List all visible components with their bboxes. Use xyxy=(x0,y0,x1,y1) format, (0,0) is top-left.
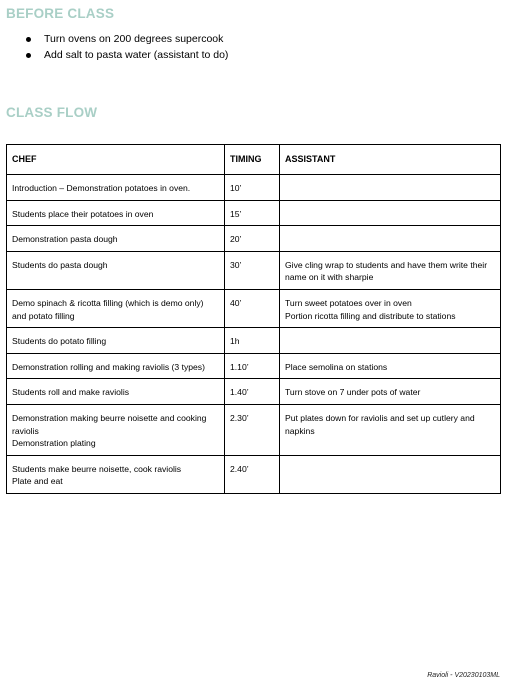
table-row xyxy=(7,353,501,379)
chef-cell-line: Introduction – Demonstration potatoes in oven. xyxy=(12,183,191,193)
bullet-icon xyxy=(26,37,31,42)
timing-cell: 1.40’ xyxy=(225,379,280,405)
chef-cell xyxy=(7,200,225,226)
table-row xyxy=(7,379,501,405)
assistant-cell-line: Put plates down for raviolis and set up cutlery and napkins xyxy=(285,412,475,436)
assistant-column-header: ASSISTANT xyxy=(280,145,501,175)
chef-cell xyxy=(7,251,225,289)
chef-cell-line: Students place their potatoes in oven xyxy=(12,208,154,219)
table-row xyxy=(7,251,501,289)
table-row xyxy=(7,289,501,327)
table-row xyxy=(7,328,501,354)
class-flow-heading: CLASS FLOW xyxy=(6,105,98,120)
assistant-cell-line: Turn sweet potatoes over in oven xyxy=(285,297,412,308)
timing-cell: 2.40’ xyxy=(225,455,280,493)
table-row xyxy=(7,404,501,455)
chef-cell-line: Students do potato filling xyxy=(12,336,107,347)
assistant-cell xyxy=(280,379,501,405)
list-item xyxy=(20,31,228,47)
chef-cell xyxy=(7,328,225,354)
assistant-cell xyxy=(280,289,501,327)
assistant-cell xyxy=(280,251,501,289)
timing-cell: 15’ xyxy=(225,200,280,226)
chef-cell xyxy=(7,379,225,405)
class-flow-body xyxy=(7,175,501,494)
class-flow-table xyxy=(6,144,501,494)
chef-cell-line: Students do pasta dough xyxy=(12,259,108,270)
chef-cell xyxy=(7,353,225,379)
chef-cell-line: Demonstration rolling and making raviolis (3 types) xyxy=(12,361,205,372)
assistant-cell xyxy=(280,455,501,493)
before-class-list xyxy=(20,31,228,63)
document-footer: Ravioli - V20230103ML xyxy=(427,672,500,679)
chef-column-header: CHEF xyxy=(7,145,225,175)
list-item xyxy=(20,47,228,63)
table-header-row xyxy=(7,145,501,175)
assistant-cell xyxy=(280,328,501,354)
assistant-cell xyxy=(280,404,501,455)
chef-cell-line: Plate and eat xyxy=(12,476,63,487)
timing-cell: 2.30’ xyxy=(225,404,280,455)
chef-cell xyxy=(7,289,225,327)
chef-cell xyxy=(7,455,225,493)
timing-column-header: TIMING xyxy=(225,145,280,175)
assistant-cell-line: Turn stove on 7 under pots of water xyxy=(285,387,421,398)
chef-cell-line: Demonstration plating xyxy=(12,438,96,449)
timing-cell: 20’ xyxy=(225,226,280,252)
chef-cell-line: Demo spinach & ricotta filling (which is demo only) and potato filling xyxy=(12,297,204,321)
timing-cell: 1.10’ xyxy=(225,353,280,379)
chef-cell-line: Students roll and make raviolis xyxy=(12,387,130,398)
timing-cell: 10’ xyxy=(225,175,280,201)
before-class-heading: BEFORE CLASS xyxy=(6,6,115,21)
bullet-icon xyxy=(26,53,31,58)
table-row xyxy=(7,200,501,226)
assistant-cell xyxy=(280,175,501,201)
assistant-cell xyxy=(280,353,501,379)
assistant-cell-line: Portion ricotta filling and distribute to stations xyxy=(285,310,456,321)
timing-cell: 40’ xyxy=(225,289,280,327)
chef-cell xyxy=(7,404,225,455)
timing-cell: 1h xyxy=(225,328,280,354)
table-row xyxy=(7,455,501,493)
assistant-cell xyxy=(280,200,501,226)
assistant-cell-line: Give cling wrap to students and have them write their name on it with sharpie xyxy=(285,259,488,283)
timing-cell: 30’ xyxy=(225,251,280,289)
assistant-cell-line: Place semolina on stations xyxy=(285,361,388,372)
assistant-cell xyxy=(280,226,501,252)
chef-cell-line: Demonstration pasta dough xyxy=(12,234,118,245)
list-item-text: Turn ovens on 200 degrees supercook xyxy=(44,33,224,45)
chef-cell-line: Demonstration making beurre noisette and cooking raviolis xyxy=(12,412,207,436)
list-item-text: Add salt to pasta water (assistant to do) xyxy=(44,49,229,61)
table-row xyxy=(7,226,501,252)
chef-cell-line: Students make beurre noisette, cook raviolis xyxy=(12,463,182,474)
chef-cell xyxy=(7,226,225,252)
table-row xyxy=(7,175,501,201)
chef-cell xyxy=(7,175,225,201)
